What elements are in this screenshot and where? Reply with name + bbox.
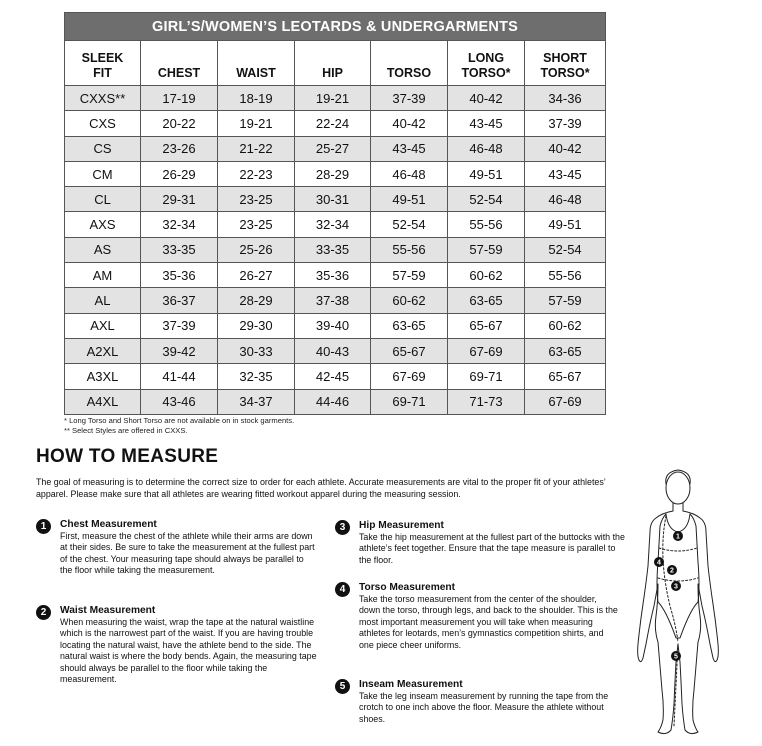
step-heading: Waist Measurement bbox=[60, 605, 156, 616]
size-chart-table bbox=[64, 12, 606, 415]
table-row bbox=[65, 187, 606, 212]
figure-hip-line bbox=[658, 578, 698, 581]
measurement-cell: 25-27 bbox=[295, 136, 371, 161]
size-cell: AM bbox=[65, 263, 141, 288]
table-row bbox=[65, 161, 606, 186]
footnote-cxxs: ** Select Styles are offered in CXXS. bbox=[64, 426, 188, 435]
step-inseam-measurement bbox=[335, 679, 620, 725]
table-header-row bbox=[65, 41, 606, 86]
measurement-cell: 29-31 bbox=[141, 187, 218, 212]
measurement-cell: 23-25 bbox=[218, 212, 295, 237]
measurement-cell: 32-34 bbox=[141, 212, 218, 237]
figure-marker-label: 2 bbox=[670, 567, 674, 575]
measurement-cell: 37-39 bbox=[525, 111, 606, 136]
figure-marker-label: 1 bbox=[676, 533, 680, 541]
column-header bbox=[371, 41, 448, 86]
size-cell: AL bbox=[65, 288, 141, 313]
measurement-cell: 18-19 bbox=[218, 86, 295, 111]
measurement-cell: 33-35 bbox=[141, 237, 218, 262]
table-row bbox=[65, 111, 606, 136]
measurement-cell: 63-65 bbox=[371, 313, 448, 338]
measurement-cell: 34-36 bbox=[525, 86, 606, 111]
column-header-line: HIP bbox=[322, 66, 343, 80]
measurement-cell: 71-73 bbox=[448, 389, 525, 414]
measurement-cell: 23-25 bbox=[218, 187, 295, 212]
step-hip-measurement bbox=[335, 520, 625, 566]
measurement-cell: 21-22 bbox=[218, 136, 295, 161]
table-row bbox=[65, 389, 606, 414]
step-heading: Inseam Measurement bbox=[359, 679, 463, 690]
step-waist-measurement bbox=[36, 605, 322, 685]
column-header-line: SHORT bbox=[543, 51, 587, 65]
measurement-cell: 32-35 bbox=[218, 364, 295, 389]
column-header-line: CHEST bbox=[157, 66, 201, 80]
measurement-cell: 46-48 bbox=[448, 136, 525, 161]
measurement-cell: 43-46 bbox=[141, 389, 218, 414]
size-cell: AXS bbox=[65, 212, 141, 237]
table-row bbox=[65, 136, 606, 161]
measurement-cell: 30-31 bbox=[295, 187, 371, 212]
measurement-cell: 57-59 bbox=[448, 237, 525, 262]
table-row bbox=[65, 237, 606, 262]
measurement-cell: 37-39 bbox=[141, 313, 218, 338]
table-row bbox=[65, 288, 606, 313]
measurement-cell: 44-46 bbox=[295, 389, 371, 414]
measurement-cell: 49-51 bbox=[525, 212, 606, 237]
column-header bbox=[218, 41, 295, 86]
measurement-cell: 28-29 bbox=[218, 288, 295, 313]
measurement-cell: 49-51 bbox=[448, 161, 525, 186]
step-number-badge: 2 bbox=[36, 605, 51, 620]
measurement-cell: 26-27 bbox=[218, 263, 295, 288]
measurement-cell: 35-36 bbox=[295, 263, 371, 288]
column-header bbox=[525, 41, 606, 86]
measurement-cell: 52-54 bbox=[371, 212, 448, 237]
column-header-line: TORSO* bbox=[540, 66, 590, 80]
measurement-cell: 40-42 bbox=[525, 136, 606, 161]
measurement-cell: 63-65 bbox=[525, 338, 606, 363]
measurement-cell: 63-65 bbox=[448, 288, 525, 313]
measurement-cell: 55-56 bbox=[525, 263, 606, 288]
column-header bbox=[295, 41, 371, 86]
column-header-line: LONG bbox=[467, 51, 505, 65]
measurement-cell: 25-26 bbox=[218, 237, 295, 262]
column-header bbox=[141, 41, 218, 86]
measurement-cell: 37-38 bbox=[295, 288, 371, 313]
measurement-cell: 52-54 bbox=[525, 237, 606, 262]
measurement-cell: 42-45 bbox=[295, 364, 371, 389]
figure-head bbox=[666, 472, 690, 504]
measurement-cell: 67-69 bbox=[371, 364, 448, 389]
measurement-cell: 37-39 bbox=[371, 86, 448, 111]
measurement-cell: 65-67 bbox=[371, 338, 448, 363]
measurement-cell: 55-56 bbox=[371, 237, 448, 262]
measurement-cell: 40-43 bbox=[295, 338, 371, 363]
table-footnotes bbox=[64, 416, 294, 436]
size-cell: A2XL bbox=[65, 338, 141, 363]
how-to-measure-title: HOW TO MEASURE bbox=[36, 446, 219, 467]
column-header-line: TORSO* bbox=[461, 66, 511, 80]
table-row bbox=[65, 263, 606, 288]
step-body: Take the leg inseam measurement by running the tape from the crotch to one inch above the floor. Measure the athlete without shoes. bbox=[359, 691, 609, 724]
measurement-cell: 33-35 bbox=[295, 237, 371, 262]
measurement-cell: 34-37 bbox=[218, 389, 295, 414]
step-torso-measurement bbox=[335, 582, 620, 651]
column-header-line: WAIST bbox=[236, 66, 276, 80]
size-cell: CL bbox=[65, 187, 141, 212]
measurement-cell: 30-33 bbox=[218, 338, 295, 363]
how-to-measure-intro: The goal of measuring is to determine the correct size to order for each athlete. Accurate measurements are vital to the proper fit of your athletes’ apparel. Please make sure that all athletes are wearing fitted workout apparel during the measuring session. bbox=[36, 477, 606, 499]
figure-marker-label: 3 bbox=[674, 583, 678, 591]
column-header bbox=[65, 41, 141, 86]
measurement-cell: 55-56 bbox=[448, 212, 525, 237]
step-heading: Chest Measurement bbox=[60, 519, 157, 530]
step-body: Take the hip measurement at the fullest part of the buttocks with the athlete’s feet together. Ensure that the tape measure is parallel to the floor. bbox=[359, 532, 625, 565]
step-number-badge: 4 bbox=[335, 582, 350, 597]
size-cell: CXXS** bbox=[65, 86, 141, 111]
measurement-cell: 65-67 bbox=[448, 313, 525, 338]
column-header bbox=[448, 41, 525, 86]
step-heading: Hip Measurement bbox=[359, 520, 444, 531]
measurement-cell: 69-71 bbox=[371, 389, 448, 414]
step-body: Take the torso measurement from the center of the shoulder, down the torso, through legs, and back to the shoulder. This is the most important measurement you will take when measuring athletes for leotards, men’s gymnastics competition shirts, and one piece cheer uniforms. bbox=[359, 594, 618, 650]
measurement-cell: 41-44 bbox=[141, 364, 218, 389]
size-cell: CS bbox=[65, 136, 141, 161]
measurement-cell: 46-48 bbox=[525, 187, 606, 212]
figure-marker-label: 5 bbox=[674, 653, 678, 661]
table-row bbox=[65, 313, 606, 338]
step-number-badge: 3 bbox=[335, 520, 350, 535]
size-cell: CXS bbox=[65, 111, 141, 136]
measurement-cell: 46-48 bbox=[371, 161, 448, 186]
table-title: GIRL’S/WOMEN’S LEOTARDS & UNDERGARMENTS bbox=[65, 13, 606, 41]
step-heading: Torso Measurement bbox=[359, 582, 456, 593]
measurement-cell: 39-42 bbox=[141, 338, 218, 363]
step-number-badge: 1 bbox=[36, 519, 51, 534]
measurement-cell: 28-29 bbox=[295, 161, 371, 186]
figure-body-outline bbox=[638, 511, 719, 734]
measurement-cell: 40-42 bbox=[371, 111, 448, 136]
body-measurement-figure bbox=[628, 466, 754, 742]
step-body: When measuring the waist, wrap the tape at the natural waistline which is the narrowest part of the waist. If you are having trouble locating the natural waist, have the athlete bend to the side. The natural waist is where the body bends. Again, the measuring tape should always be parallel to the floor while taking the measurement. bbox=[60, 617, 317, 685]
measurement-cell: 22-24 bbox=[295, 111, 371, 136]
size-cell: CM bbox=[65, 161, 141, 186]
step-number-badge: 5 bbox=[335, 679, 350, 694]
measurement-cell: 23-26 bbox=[141, 136, 218, 161]
size-cell: AXL bbox=[65, 313, 141, 338]
measurement-cell: 19-21 bbox=[218, 111, 295, 136]
measurement-cell: 29-30 bbox=[218, 313, 295, 338]
column-header-line: FIT bbox=[93, 66, 112, 80]
footnote-long-short-torso: * Long Torso and Short Torso are not available on in stock garments. bbox=[64, 416, 295, 425]
column-header-line: SLEEK bbox=[81, 51, 124, 65]
size-cell: AS bbox=[65, 237, 141, 262]
measurement-cell: 60-62 bbox=[525, 313, 606, 338]
table-row bbox=[65, 364, 606, 389]
measurement-cell: 40-42 bbox=[448, 86, 525, 111]
measurement-cell: 52-54 bbox=[448, 187, 525, 212]
size-cell: A4XL bbox=[65, 389, 141, 414]
measurement-cell: 67-69 bbox=[448, 338, 525, 363]
figure-waist-line bbox=[659, 548, 697, 551]
measurement-cell: 57-59 bbox=[371, 263, 448, 288]
column-header-line: TORSO bbox=[386, 66, 432, 80]
table-row bbox=[65, 212, 606, 237]
measurement-cell: 43-45 bbox=[525, 161, 606, 186]
measurement-cell: 19-21 bbox=[295, 86, 371, 111]
measurement-cell: 69-71 bbox=[448, 364, 525, 389]
measurement-cell: 17-19 bbox=[141, 86, 218, 111]
measurement-cell: 32-34 bbox=[295, 212, 371, 237]
measurement-cell: 36-37 bbox=[141, 288, 218, 313]
measurement-cell: 60-62 bbox=[448, 263, 525, 288]
table-row bbox=[65, 338, 606, 363]
measurement-cell: 57-59 bbox=[525, 288, 606, 313]
measurement-cell: 43-45 bbox=[448, 111, 525, 136]
measurement-cell: 35-36 bbox=[141, 263, 218, 288]
measurement-cell: 39-40 bbox=[295, 313, 371, 338]
measurement-cell: 49-51 bbox=[371, 187, 448, 212]
measurement-cell: 43-45 bbox=[371, 136, 448, 161]
measurement-cell: 60-62 bbox=[371, 288, 448, 313]
figure-marker-label: 4 bbox=[657, 559, 661, 567]
measurement-cell: 26-29 bbox=[141, 161, 218, 186]
measurement-cell: 67-69 bbox=[525, 389, 606, 414]
measurement-cell: 20-22 bbox=[141, 111, 218, 136]
measurement-cell: 65-67 bbox=[525, 364, 606, 389]
table-row bbox=[65, 86, 606, 111]
step-chest-measurement bbox=[36, 519, 316, 577]
step-body: First, measure the chest of the athlete while their arms are down at their sides. Be sure to take the measurement at the fullest part of the chest. Your measuring tape should always be parallel to the floor while taking the measurement. bbox=[60, 531, 315, 576]
size-cell: A3XL bbox=[65, 364, 141, 389]
measurement-cell: 22-23 bbox=[218, 161, 295, 186]
